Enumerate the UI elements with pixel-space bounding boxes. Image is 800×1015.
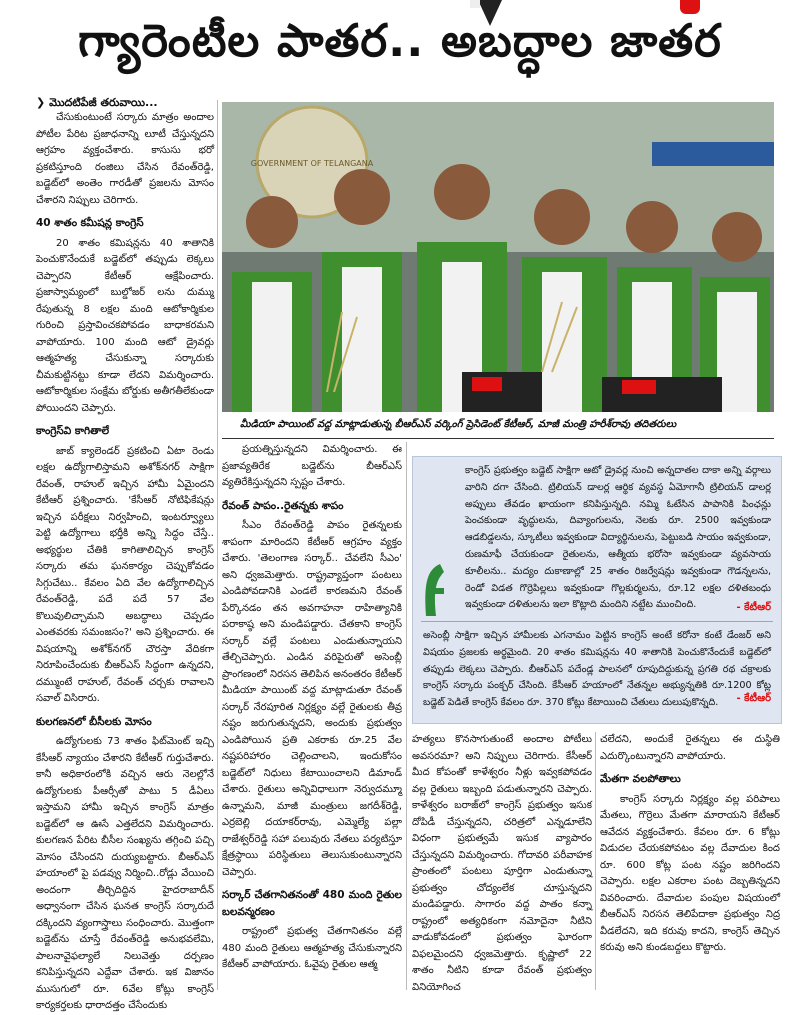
col1-paragraph-2: జాబ్ క్యాలెండర్ ప్రకటించి ఏటా రెండు లక్షల ఉద్యోగాలిస్తామని అశోక్‌నగర్ సాక్షిగా రేవంత్, రాహుల్ ఇచ్చిన హామీ ఏమైందని కేటీఆర్ ప్రశ్నించారు. 'కేసీఆర్ నోటిఫికేషన్లు ఇచ్చిన పరీక్షలు నిర్వహించి, ఇంటర్వ్యూలు పెట్టి ఉద్యోగాలు భర్తీకి అన్ని సిద్ధం చేస్తే.. అభ్యర్థుల చేతికి కాగితాలిచ్చిన కాంగ్రెస్ సర్కారు తమ ఘనకార్యం చెప్పుకోవడం సిగ్గుచేటు.. కేవలం ఏది వేల ఉద్యోగాలిచ్చిన రేవంత్‌రెడ్డి, పదే పదే 57 వేల కొలువులిచ్చామని అబద్ధాలు చెప్పడం ఎంతవరకు సమంజసం?' అని ప్రశ్నించారు. ఈ విషయాన్ని అశోక్‌నగర్ చౌరస్తా వేదికగా నిరూపించేందుకు బీఆర్‌ఎస్ సిద్ధంగా ఉన్నదని, దమ్ముంటే రాహుల్, రేవంత్ చర్చకు రావాలని సవాల్ విసిరారు.: [36, 445, 214, 704]
col1-intro: చేసుకుంటుంటే సర్కారు మాత్రం అందాల పోటీల పేరిట ప్రజాధనాన్ని లూటీ చేస్తున్నదని ఆగ్రహం వ్యక్తంచేశారు. కాసుసు భరో ప్రకటిస్తూంది రంజిలు చేసిన రేవంత్‌రెడ్డి, బడ్జెట్‌లో అంతెం గారడీతో ప్రజలను మోసం చేశారని నిప్పులు చెరిగారు.: [36, 112, 214, 206]
quote-box: [412, 456, 782, 724]
press-photo: [222, 102, 774, 412]
col1-subheading-3: కులగణనలో బీసీలకు మోసం: [36, 715, 152, 728]
col1-paragraph-3: ఉద్యోగులకు 73 శాతం ఫిట్‌మెంట్ ఇచ్చి కేసీఆర్ న్యాయం చేశారని కేటీఆర్ గుర్తుచేశారు. కానీ అధికారంలోకి వచ్చిన ఆరు నెలల్లోనే ఉద్యోగులకు పీఆర్సీతో పాటు 5 డీఏలు ఇస్తామని హామీ ఇచ్చిన కాంగ్రెస్ మాత్రం బడ్జెట్‌లో ఆ ఊసే ఎత్తలేదని విమర్శించారు. కులగణన పేరిట బీసీల సంఖ్యను తగ్గించి పచ్చి మోసం చేసిందని దుయ్యబట్టారు. బీఆర్‌ఎస్ హయాంలో పై పడవ్వు నిర్మించి..రోడ్లు వేయించి అందంగా తీర్చిదిద్దిన హైదరాబాదీన్ అధ్వానంగా చేసిన ఘనత కాంగ్రెస్ సర్కారుదే దక్కిందని వ్యంగాస్త్రాలు సంధించారు. మొత్తంగా బడ్జెట్‌ను చూస్తే రేవంత్‌రెడ్డి అనుభవలేమి, పాలనావైఫల్యాలే నిలువెత్తు దర్పణం కనిపిస్తున్నదని ఎద్దేవా చేశారు. ఇక విజానం ముసుగులో రూ. 6వేల కోట్లు కాంగ్రెస్ కార్యకర్తలకు ధారాదత్తం చేసేందుకు: [36, 736, 214, 1011]
col1-subheading-1: 40 శాతం కమీషన్ల కాంగ్రెస్: [36, 217, 144, 229]
col2-subheading-1: రేవంత్ పాపం..రైతన్నకు శాపం: [222, 499, 344, 512]
col2-subheading-2: సర్కార్ చేతగానితనంతో 480 మంది రైతుల బలవన్మరణం: [222, 889, 402, 918]
article-column-2: [222, 442, 402, 988]
col4-subheading-1: మేతగా వలపోతాలు: [600, 773, 681, 785]
article-column-1: [36, 110, 214, 1011]
col1-subheading-2: కాంగ్రెస్‌వి కాగితాలే: [36, 425, 110, 437]
col3-text: హత్యలు కొనసాగుతుంటే అందాల పోటీలు అవసరమా? అని నిప్పులు చెరిగారు. కేసీఆర్ మీద కోపంతో కాళేశ్వరం నీళ్లు ఇవ్వకపోవడం వల్ల రైతులు ఇబ్బంది పడుతున్నారని చెప్పారు. కాళేశ్వరం బరాజ్‌లో కాంగ్రెస్ ప్రభుత్వం ఇసుక దోపిడీ చేస్తున్నదని, చరిత్రలో ఎన్నడూలేని విధంగా ప్రభుత్వమే ఇసుక వ్యాపారం చేస్తున్నదని విమర్శించారు. గోదావరి పరీవాహక ప్రాంతంలో పంటలు పూర్తిగా ఎండుతున్నా ప్రభుత్వం చోద్యంలేక చూస్తున్నదని మండిపడ్డారు. సాగారం వద్ద పాతం కన్నా రాష్ట్రంలో అత్యధికంగా నమోదైనా నీటిని వాడుకోవడంలో ప్రభుత్వం ఘోరంగా విఫలమైందని ధ్వజమెత్తారు. కృష్ణాలో 22 శాతం నీటిని కూడా రేవంత్ ప్రభుత్వం వినియోగించ: [412, 734, 592, 993]
headline: గ్యారెంటీల పాతర.. అబద్ధాల జాతర: [78, 14, 722, 67]
photo-caption: మీడియా పాయింట్ వద్ద మాట్లాడుతున్న బీఆర్‌ఎస్ వర్కింగ్ ప్రెసిడెంట్ కేటీఆర్, మాజీ మంత్రి హరీశ్‌రావు తదితరులు: [240, 419, 677, 430]
article-column-4: [600, 732, 780, 988]
quote-text-2: అసెంబ్లీ సాక్షిగా ఇచ్చిన హామీలకు ఎగనామం పెట్టిన కాంగ్రెస్ అంటే కరోనా కంటే డేంజర్ అని విషయం ప్రజలకు అర్థమైంది. 20 శాతం కమిషన్లను 40 శాతానికి పెంచుకొనేందుకే బడ్జెట్‌లో తప్పుడు లెక్కలు చెప్పారు. బీఆర్‌ఎస్ పదేండ్ల పాలనలో రూపుదిద్దుకున్న ప్రగతి రథ చక్రాలకు కాంగ్రెస్ సర్కారు పంక్చర్ చేసింది. కేసీఆర్ హయాంలో నేతన్నల అభ్యున్నతికి రూ.1200 కోట్ల బడ్జెట్ పెడితే కాంగ్రెస్ కేవలం రూ. 370 కోట్లు కేటాయించి చేతులు దులుపుకొన్నది.: [423, 630, 771, 709]
quote-mark-icon: [420, 560, 448, 620]
article-column-3: [412, 732, 592, 993]
col4-paragraph-1: కాంగ్రెస్ సర్కారు నిర్లక్ష్యం వల్ల పరిపాలు మేతలు, గొర్రెలు మేతగా మారాయని కేటీఆర్ ఆవేదన వ్యక్తంచేశారు. కేవలం రూ. 6 కోట్లు విడుదల చేయకపోవటం వల్ల దేవాదుల కింద రూ. 600 కోట్ల పంట నష్టం జరిగిందని చెప్పారు. లక్షల ఎకరాల పంట దెబ్బతిన్నదని వివరించారు. దేవాదుల పంపుల విషయంలో బీఆర్‌ఎస్ నిరసన తెలిపేదాకా ప్రభుత్వం నిద్ర వీడలేదని, ఇది కరువు కాదని, కాంగ్రెస్ తెచ్చిన కరువు అని కుండబద్దలు కొట్టారు.: [600, 793, 780, 953]
column-rule-3: [595, 732, 596, 990]
quote-signature-2: - కేటీఆర్: [736, 693, 771, 704]
chevron-right-icon: ❯: [36, 96, 46, 109]
column-rule-2: [406, 442, 407, 990]
col2-paragraph-1: సీఎం రేవంత్‌రెడ్డి పాపం రైతన్నలకు శాపంగా మారిందని కేటీఆర్ ఆగ్రహం వ్యక్తం చేశారు. 'తెలంగాణ సర్కార్.. చేవలేని సీఎం' అని ధ్వజమెత్తారు. రాష్ట్రవ్యాప్తంగా పంటలు ఎండిపోవడానికి ఎండలే కారణమని రేవంత్ పేర్కొనడం తన అవగాహనా రాహిత్యానికి పరాకాష్ఠ అని మండిపడ్డారు. చేతకాని కాంగ్రెస్ సర్కార్ వల్లే పంటలు ఎండుతున్నాయని తేల్చిచెప్పారు. ఎండిన వరిపైరుతో అసెంబ్లీ ప్రాంగణంలో నిరసన తెలిపిన అనంతరం కేటీఆర్ మీడియా పాయింట్ వద్ద మాట్లాడుతూ రేవంత్ సర్కార్ నేరపూరిత నిర్లక్ష్యం వల్లే రైతులకు తీవ్ర నష్టం జరుగుతున్నదని, అందుకు ప్రభుత్వం ఎండిపోయిన ప్రతి ఎకరాకు రూ.25 వేల నష్టపరిహారం చెల్లించాలని, ఇందుకోసం బడ్జెట్‌లో నిధులు కేటాయించాలని డిమాండ్ చేశారు. రైతులు అన్నివిధాలుగా నెర్వుదమ్మూ ఉన్నామని, మాజీ మంత్రులు జగదీశ్‌రెడ్డి, ఎర్రబెల్లి దయాకర్‌రావు, ఎమ్మెల్యే పల్లా రాజేశ్వర్‌రెడ్డి సహా పలువురు నేతలు పర్యటిస్తూ క్షేత్రస్థాయి పరిస్థితులు తెలుసుకుంటున్నారని చెప్పారు.: [222, 520, 402, 878]
quote-divider: [421, 621, 773, 622]
col2-paragraph-2: రాష్ట్రంలో ప్రభుత్వ చేతగానితనం వల్లే 480 మంది రైతులు ఆత్మహత్య చేసుకున్నారని కేటీఆర్ వాపోయారు. ఓవైపు రైతుల ఆత్మ: [222, 926, 402, 970]
col1-paragraph-1: 20 శాతం కమిషన్లను 40 శాతానికి పెంచుకొనేందుకే బడ్జెట్‌లో తప్పుడు లెక్కలు చెప్పారని కేటీఆర్ ఆక్షేపించారు. ప్రజాస్వామ్యంలో బుల్డోజర్ లను దుమ్ము రేపుతున్న 8 లక్షల మంది ఆటోకార్మికుల గురించి ప్రస్తావించకపోవడం బాధాకరమని వాపోయారు. 100 మంది ఆటో డ్రైవర్లు ఆత్మహత్య చేసుకున్నా సర్కారుకు చీమకుట్టినట్టు కూడా లేదని విమర్శించారు. ఆటోకార్మికుల సంక్షేమ బోర్డుకు అతీగతీలేకుండా పోయిందని చెప్పారు.: [36, 237, 214, 414]
col4-intro: చలేదని, అందుకే రైతన్నలు ఈ దుస్థితి ఎదుర్కొంటున్నారని వాపోయారు.: [600, 734, 780, 762]
quote-signature-1: - కేటీఆర్: [736, 602, 771, 613]
photo-banner-text: GOVERNMENT OF TELANGANA: [250, 159, 374, 168]
column-rule-1: [217, 100, 218, 990]
red-accent-mark: [680, 0, 700, 14]
col2-intro: ప్రయత్నిస్తున్నదని విమర్శించారు. ఈ ప్రజావ్యతిరేక బడ్జెట్‌ను బీఆర్‌ఎస్ వ్యతిరేకిస్తున్నదని స్పష్టం చేశారు.: [222, 444, 402, 488]
quote-text-1: కాంగ్రెస్ ప్రభుత్వం బడ్జెట్ సాక్షిగా ఆటో డ్రైవర్ల నుంచి అన్నదాతల దాకా అన్ని వర్గాలు వారిని దగా చేసింది. ట్రిలియన్ డాలర్ల ఆర్థిక వ్యవస్థ ఏమోగానీ ట్రిలియన్ డాలర్ల అప్పులు తేవడం ఖాయంగా కనిపిస్తున్నది. నమ్మి ఓటేసిన పాపానికి పింఛన్లు పెంచకుండా వృద్ధులను, దివ్యాంగులను, నెలకు రూ. 2500 ఇవ్వకుండా ఆడబిడ్డలను, స్కూటీలు ఇవ్వకుండా విద్యార్థినులను, పెట్టుబడి సాయం ఇవ్వకుండా, రుణమాఫీ చేయకుండా రైతులను, ఆత్మీయ భరోసా ఇవ్వకుండా వ్యవసాయ కూలీలను.. మద్యం దుకాణాల్లో 25 శాతం రిజర్వేషన్లు ఇవ్వకుండా గౌడన్నలను, రెండో విడత గొర్రెపిల్లలు ఇవ్వకుండా గొల్లకుర్మలను, రూ.12 లక్షల దళితబంధు ఇవ్వకుండా దళితులను ఇలా కొట్లాది మందిని నట్టేట ముంచింది.: [465, 465, 771, 611]
press-photo-illustration: [222, 102, 774, 412]
jump-line-text: మొదటిపేజీ తరువాయి...: [49, 96, 158, 109]
caption-divider: [222, 438, 774, 439]
